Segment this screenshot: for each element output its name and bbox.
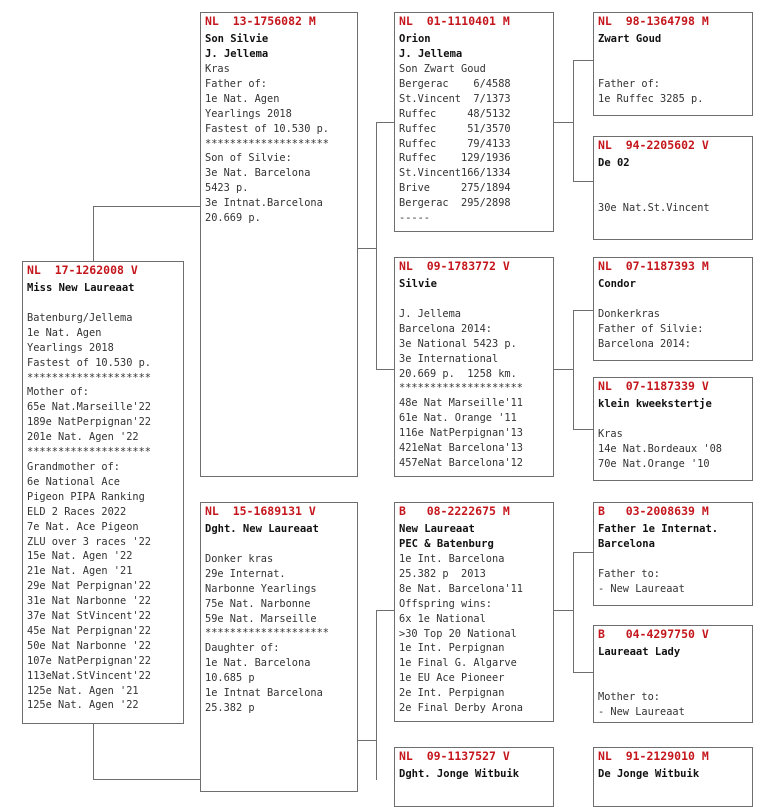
- info-line: Donker kras: [205, 552, 274, 565]
- info-line: 6x 1e National: [399, 612, 486, 625]
- info-line: 10.685 p: [205, 672, 255, 685]
- info-line: Bergerac 6/4588: [399, 77, 511, 90]
- info-line: Daughter of:: [205, 642, 280, 655]
- connector-line: [573, 181, 593, 182]
- info-line: [598, 62, 748, 77]
- connector-line: [357, 740, 377, 741]
- info-line: >30 Top 20 National: [399, 627, 517, 640]
- info-line: 1e EU Ace Pioneer: [399, 672, 505, 685]
- pigeon-name: Orion: [399, 33, 431, 45]
- ring-number: NL 09-1783772 V: [399, 259, 510, 273]
- info-line: 1e Ruffec 3285 p.: [598, 92, 704, 105]
- info-line: Father of Silvie:: [598, 322, 704, 335]
- connector-line: [376, 122, 394, 123]
- ring-number: NL 01-1110401 M: [399, 14, 510, 28]
- info-line: 29e Internat.: [205, 567, 286, 580]
- info-line: 1e Intnat Barcelona: [205, 687, 323, 700]
- info-line: Son Zwart Goud: [399, 63, 486, 75]
- info-line: 8e Nat. Barcelona'11: [399, 582, 523, 595]
- info-line: Ruffec 129/1936: [399, 152, 511, 165]
- pigeon-name: Miss New Laureaat: [27, 282, 135, 294]
- info-line: [598, 675, 748, 690]
- sd-dam-pigeon-card[interactable]: [593, 377, 753, 481]
- pigeon-name: Father 1e Internat.: [598, 523, 719, 535]
- breeder-name: J. Jellema: [399, 48, 463, 60]
- ring-number: NL 91-2129010 M: [598, 749, 709, 763]
- ring-number: NL 17-1262008 V: [27, 263, 138, 277]
- sire-pigeon-card[interactable]: [200, 12, 358, 477]
- connector-line: [573, 552, 593, 553]
- info-line: 21e Nat. Agen '21: [27, 565, 133, 578]
- info-line: ********************: [399, 382, 523, 395]
- connector-line: [573, 552, 574, 673]
- info-line: Ruffec 48/5132: [399, 107, 511, 120]
- dam-sire-pigeon-card[interactable]: [394, 502, 554, 722]
- ring-number: NL 09-1137527 V: [399, 749, 510, 763]
- connector-line: [573, 310, 574, 430]
- info-line: [27, 296, 179, 311]
- dam-pigeon-card[interactable]: [200, 502, 358, 792]
- info-line: 29e Nat Perpignan'22: [27, 580, 151, 593]
- ds-sire-pigeon-card[interactable]: [593, 502, 753, 606]
- dam-dam-pigeon-card[interactable]: [394, 747, 554, 807]
- connector-line: [376, 610, 394, 611]
- info-line: - New Laureaat: [598, 705, 685, 718]
- info-line: 14e Nat.Bordeaux '08: [598, 442, 722, 455]
- info-line: 3e International: [399, 352, 499, 365]
- info-line: Barcelona 2014:: [598, 337, 691, 350]
- info-line: - New Laureaat: [598, 582, 685, 595]
- info-line: Father to:: [598, 567, 660, 580]
- breeder-name: PEC & Batenburg: [399, 538, 494, 550]
- info-line: 421eNat Barcelona'13: [399, 442, 523, 455]
- info-line: 65e Nat.Marseille'22: [27, 401, 151, 414]
- info-line: 1e Nat. Barcelona: [205, 657, 311, 670]
- dd-sire-pigeon-card[interactable]: [593, 747, 753, 807]
- info-line: [598, 660, 748, 675]
- connector-line: [573, 672, 593, 673]
- info-line: Ruffec 51/3570: [399, 122, 511, 135]
- pigeon-name: New Laureaat: [399, 523, 475, 535]
- info-line: 1e Int. Barcelona: [399, 553, 505, 565]
- info-line: 5423 p.: [205, 182, 249, 195]
- info-line: 61e Nat. Orange '11: [399, 412, 517, 425]
- info-line: Bergerac 295/2898: [399, 197, 511, 210]
- ring-number: NL 98-1364798 M: [598, 14, 709, 28]
- connector-line: [93, 206, 94, 262]
- info-line: Fastest of 10.530 p.: [205, 122, 329, 135]
- info-line: [598, 552, 748, 567]
- info-line: 7e Nat. Ace Pigeon: [27, 520, 139, 533]
- pigeon-name: Silvie: [399, 278, 437, 290]
- info-line: -----: [399, 212, 430, 225]
- info-line: 25.382 p: [205, 701, 255, 714]
- info-line: 20.669 p. 1258 km.: [399, 367, 517, 380]
- info-line: 37e Nat StVincent'22: [27, 610, 151, 623]
- sire-sire-pigeon-card[interactable]: [394, 12, 554, 232]
- info-line: 6e National Ace: [27, 475, 120, 488]
- info-line: 70e Nat.Orange '10: [598, 457, 710, 470]
- info-line: Pigeon PIPA Ranking: [27, 490, 145, 503]
- info-line: Ruffec 79/4133: [399, 137, 511, 150]
- info-line: 116e NatPerpignan'13: [399, 427, 523, 440]
- info-line: ZLU over 3 races '22: [27, 535, 151, 548]
- info-line: [598, 186, 748, 201]
- info-line: 3e Nat. Barcelona: [205, 167, 311, 180]
- info-line: 48e Nat Marseille'11: [399, 397, 523, 410]
- info-line: 201e Nat. Agen '22: [27, 431, 139, 444]
- info-line: Yearlings 2018: [205, 107, 292, 120]
- info-line: 15e Nat. Agen '22: [27, 550, 133, 563]
- ring-number: NL 13-1756082 M: [205, 14, 316, 28]
- info-line: 30e Nat.St.Vincent: [598, 201, 710, 214]
- info-line: 2e Final Derby Arona: [399, 702, 523, 715]
- info-line: 113eNat.StVincent'22: [27, 669, 151, 682]
- ring-number: NL 07-1187393 M: [598, 259, 709, 273]
- connector-line: [93, 723, 94, 780]
- info-line: 1e Nat. Agen: [205, 92, 280, 105]
- info-line: St.Vincent 7/1373: [399, 92, 511, 105]
- info-line: 20.669 p.: [205, 212, 261, 225]
- connector-line: [553, 610, 574, 611]
- info-line: Fastest of 10.530 p.: [27, 356, 151, 369]
- pigeon-name: De 02: [598, 157, 630, 169]
- ds-dam-pigeon-card[interactable]: [593, 625, 753, 723]
- ss-sire-pigeon-card[interactable]: [593, 12, 753, 116]
- info-line: Donkerkras: [598, 307, 660, 320]
- info-line: Brive 275/1894: [399, 182, 511, 195]
- info-line: Mother of:: [27, 386, 89, 399]
- connector-line: [553, 122, 574, 123]
- connector-line: [573, 60, 593, 61]
- info-line: 25.382 p 2013: [399, 567, 486, 580]
- info-line: J. Jellema: [399, 307, 461, 320]
- info-line: Son of Silvie:: [205, 152, 292, 165]
- pigeon-name: Laureaat Lady: [598, 646, 681, 658]
- connector-line: [573, 429, 593, 430]
- info-line: Barcelona 2014:: [399, 322, 492, 335]
- info-line: 125e Nat. Agen '21: [27, 684, 139, 697]
- pigeon-name: De Jonge Witbuik: [598, 768, 700, 780]
- info-line: [598, 292, 748, 307]
- info-line: 3e National 5423 p.: [399, 337, 517, 350]
- info-line: 189e NatPerpignan'22: [27, 416, 151, 429]
- info-line: Batenburg/Jellema: [27, 311, 133, 324]
- info-line: 1e Int. Perpignan: [399, 642, 505, 655]
- pigeon-name: Dght. New Laureaat: [205, 523, 319, 535]
- pigeon-name: Son Silvie: [205, 33, 269, 45]
- info-line: 75e Nat. Narbonne: [205, 597, 311, 610]
- connector-line: [357, 248, 377, 249]
- info-line: Mother to:: [598, 690, 660, 703]
- info-line: Father of:: [598, 77, 660, 90]
- ring-number: NL 94-2205602 V: [598, 138, 709, 152]
- pigeon-name: Zwart Goud: [598, 33, 662, 45]
- info-line: ********************: [205, 627, 329, 640]
- info-line: Father of:: [205, 77, 267, 90]
- info-line: 1e Nat. Agen: [27, 326, 102, 339]
- connector-line: [573, 310, 593, 311]
- info-line: 45e Nat Perpignan'22: [27, 624, 151, 637]
- info-line: ********************: [205, 137, 329, 150]
- info-line: 3e Intnat.Barcelona: [205, 197, 323, 210]
- info-line: Grandmother of:: [27, 460, 120, 473]
- pigeon-name-line2: Barcelona: [598, 538, 655, 550]
- pigeon-name: klein kweekstertje: [598, 398, 712, 410]
- ring-number: NL 15-1689131 V: [205, 504, 316, 518]
- connector-line: [93, 206, 201, 207]
- subject-pigeon-card[interactable]: [22, 261, 184, 724]
- info-line: [598, 171, 748, 186]
- info-line: 31e Nat Narbonne '22: [27, 595, 151, 608]
- info-line: 59e Nat. Marseille: [205, 612, 317, 625]
- info-line: Yearlings 2018: [27, 341, 114, 354]
- sire-dam-pigeon-card[interactable]: [394, 257, 554, 477]
- sd-sire-pigeon-card[interactable]: [593, 257, 753, 361]
- info-line: 107e NatPerpignan'22: [27, 654, 151, 667]
- breeder-name: J. Jellema: [205, 48, 269, 60]
- info-line: ELD 2 Races 2022: [27, 505, 127, 518]
- info-line: 125e Nat. Agen '22: [27, 699, 139, 712]
- ss-dam-pigeon-card[interactable]: [593, 136, 753, 240]
- ring-number: B 04-4297750 V: [598, 627, 709, 641]
- info-line: [598, 47, 748, 62]
- info-line: ********************: [27, 446, 151, 459]
- info-line: [205, 537, 353, 552]
- connector-line: [376, 610, 377, 780]
- info-line: 50e Nat Narbonne '22: [27, 639, 151, 652]
- info-line: Narbonne Yearlings: [205, 582, 317, 595]
- info-line: Offspring wins:: [399, 597, 492, 610]
- info-line: Kras: [205, 63, 230, 75]
- info-line: [598, 412, 748, 427]
- info-line: Kras: [598, 427, 623, 440]
- info-line: [399, 292, 549, 307]
- info-line: St.Vincent166/1334: [399, 167, 511, 180]
- pigeon-name: Dght. Jonge Witbuik: [399, 768, 520, 780]
- info-line: ********************: [27, 371, 151, 384]
- connector-line: [573, 60, 574, 182]
- connector-line: [553, 369, 574, 370]
- pigeon-name: Condor: [598, 278, 636, 290]
- ring-number: B 03-2008639 M: [598, 504, 709, 518]
- ring-number: NL 07-1187339 V: [598, 379, 709, 393]
- ring-number: B 08-2222675 M: [399, 504, 510, 518]
- connector-line: [376, 122, 377, 370]
- info-line: 1e Final G. Algarve: [399, 657, 517, 670]
- info-line: 2e Int. Perpignan: [399, 687, 505, 700]
- connector-line: [376, 369, 394, 370]
- info-line: 457eNat Barcelona'12: [399, 456, 523, 469]
